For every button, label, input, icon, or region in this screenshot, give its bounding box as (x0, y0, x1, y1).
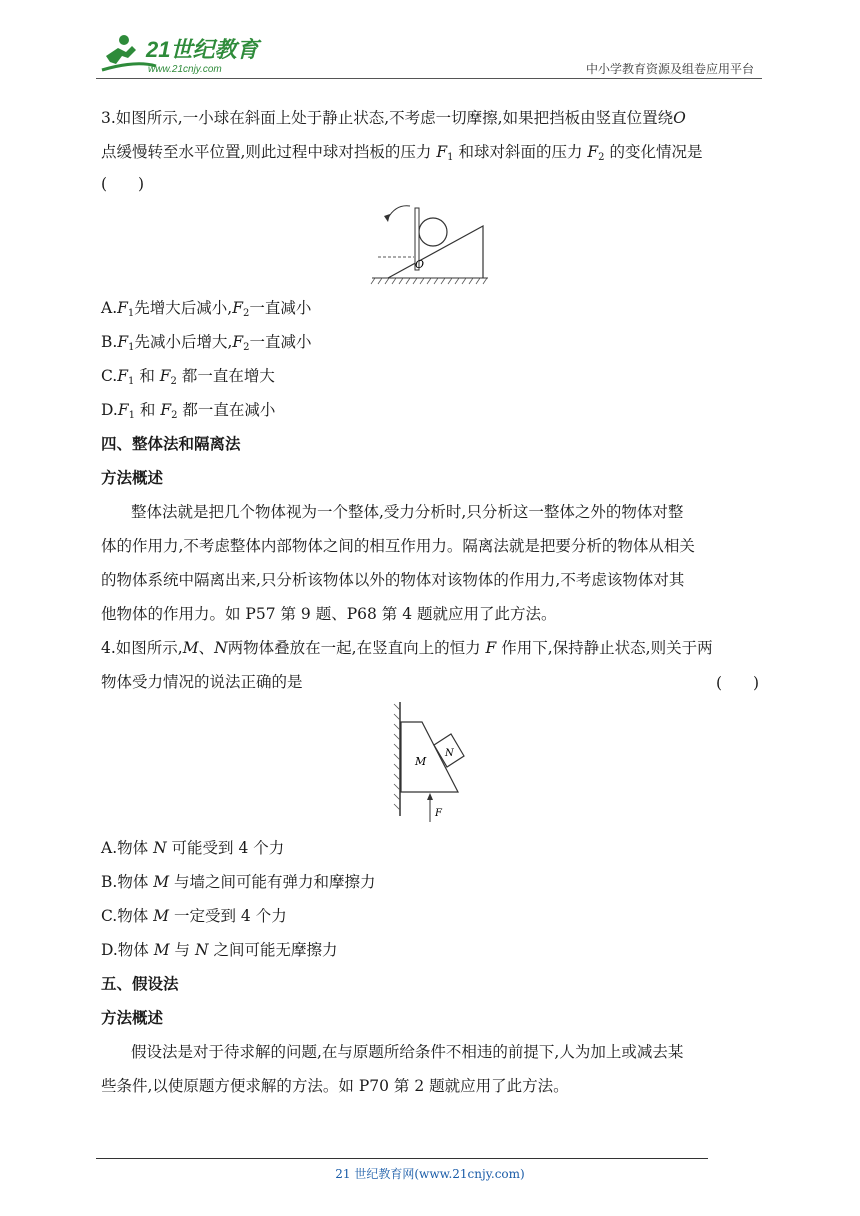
q3-incline-figure (370, 200, 495, 286)
q4-option-b[interactable]: B.物体 M 与墙之间可能有弹力和摩擦力 (101, 873, 376, 891)
q4-option-c[interactable]: C.物体 M 一定受到 4 个力 (101, 907, 287, 925)
site-logo (96, 30, 266, 78)
header-site-name: 中小学教育资源及组卷应用平台 (585, 62, 754, 76)
q4-option-a[interactable]: A.物体 N 可能受到 4 个力 (101, 839, 285, 857)
page-header (96, 30, 762, 80)
q3-line-2: 点缓慢转至水平位置,则此过程中球对挡板的压力 $F_1$ 和球对斜面的压力 $F_2$ 的变化情况是 (101, 143, 703, 163)
section-4-para-line-3: 的物体系统中隔离出来,只分析该物体以外的物体对该物体的作用力,不考虑该物体对其 (101, 571, 685, 589)
q3-option-a[interactable]: $A.F_1$先增大后减小$,F_2$一直减小 (101, 299, 312, 319)
rotation-arrow (388, 206, 410, 218)
q3-answer-paren: ( ) (101, 175, 145, 193)
section-4-para-line-1: 整体法就是把几个物体视为一个整体,受力分析时,只分析这一整体之外的物体对整 (131, 503, 684, 521)
block-n-label: N (445, 748, 454, 759)
ball (419, 218, 447, 246)
section-4-para-line-2: 体的作用力,不考虑整体内部物体之间的相互作用力。隔离法就是把要分析的物体从相关 (101, 537, 695, 555)
q4-line-1: 4.如图所示,M、N两物体叠放在一起,在竖直向上的恒力 F 作用下,保持静止状态,则关于两 (101, 639, 713, 657)
q3-option-d[interactable]: $D.F_1$ 和 $F_2$ 都一直在减小 (101, 401, 276, 421)
section-5-para-line-2: 些条件,以使原题方便求解的方法。如 P70 第 2 题就应用了此方法。 (101, 1077, 569, 1095)
q3-option-c[interactable]: $C.F_1$ 和 $F_2$ 都一直在增大 (101, 367, 275, 387)
section-4-subtitle: 方法概述 (101, 469, 164, 487)
section-4-para-line-4: 他物体的作用力。如 P57 第 9 题、P68 第 4 题就应用了此方法。 (101, 605, 557, 623)
section-5-title: 五、假设法 (101, 975, 179, 993)
wall-hatching (394, 704, 400, 810)
q3-point-o: O (673, 109, 686, 127)
q3-line-1: 3.如图所示,一小球在斜面上处于静止状态,不考虑一切摩擦,如果把挡板由竖直位置绕O (101, 109, 686, 127)
header-divider (96, 78, 762, 79)
logo-url: www.21cnjy.com (148, 64, 222, 75)
ground-hatching (371, 278, 487, 284)
force-f-label: F (435, 808, 442, 819)
point-o-label: O (415, 258, 425, 271)
block-m-label: M (415, 755, 427, 768)
q4-answer-paren: ( ) (716, 674, 760, 692)
section-5-para-line-1: 假设法是对于待求解的问题,在与原题所给条件不相违的前提下,人为加上或减去某 (131, 1043, 684, 1061)
q4-line-2: 物体受力情况的说法正确的是 (101, 673, 303, 691)
q3-option-b[interactable]: $B.F_1$先减小后增大$,F_2$一直减小 (101, 333, 312, 353)
logo-text: 21世纪教育 (146, 37, 259, 62)
section-5-subtitle: 方法概述 (101, 1009, 164, 1027)
q4-blocks-figure (390, 700, 472, 824)
q4-option-d[interactable]: D.物体 M 与 N 之间可能无摩擦力 (101, 941, 338, 959)
footer-divider (96, 1158, 708, 1159)
footer-link[interactable]: 21 世纪教育网(www.21cnjy.com) (335, 1167, 525, 1181)
section-4-title: 四、整体法和隔离法 (101, 435, 241, 453)
